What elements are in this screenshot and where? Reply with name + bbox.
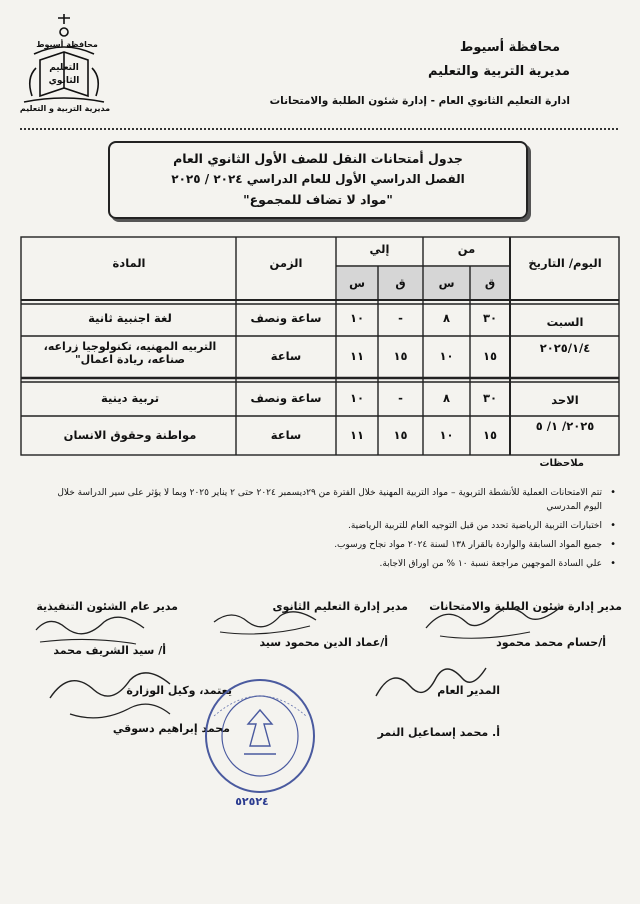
semester-subtitle: الفصل الدراسي الأول للعام الدراسي ٢٠٢٤ / ٢٠٢٥ <box>171 172 465 186</box>
notes-title: ملاحظات <box>539 458 584 469</box>
table-cell: - <box>398 391 403 405</box>
header-day-date: اليوم/ التاريخ <box>528 256 602 270</box>
table-cell: ٣٠ <box>482 391 498 405</box>
signature-scribble <box>370 660 490 710</box>
signature-scribble <box>206 602 326 642</box>
department-name: ادارة التعليم الثانوي العام - إدارة شئون الطلبة والامتحانات <box>269 95 570 107</box>
general-manager-name: أ. محمد إسماعيل النمر <box>377 726 500 739</box>
governorate-name: محافظة أسيوط <box>459 40 560 55</box>
non-scoring-note: "مواد لا تضاف للمجموع" <box>243 192 393 207</box>
note-item: اختبارات التربية الرياضية تحدد من قبل التوجيه العام للتربية الرياضية. • <box>42 519 602 533</box>
table-cell: تربية دينية <box>100 391 160 405</box>
signature-scribble <box>30 608 150 648</box>
table-cell: لغة اجنبية ثانية <box>88 311 172 325</box>
header-divider <box>20 128 618 130</box>
table-cell: ١١ <box>349 428 365 442</box>
header-from: من <box>457 242 476 256</box>
table-cell: - <box>398 311 403 325</box>
table-cell: ساعة ونصف <box>250 391 322 405</box>
table-cell: ٨ <box>442 391 451 405</box>
table-cell: ١٠ <box>349 391 365 405</box>
day-name: الاحد <box>551 393 579 407</box>
secondary-education-title: مدير إدارة التعليم الثانوى <box>272 600 408 613</box>
directorate-name: مديرية التربية والتعليم <box>427 64 570 79</box>
header-to-hour: س <box>349 276 365 290</box>
general-manager-title: المدير العام <box>437 684 500 697</box>
executive-affairs-name: أ/ سيد الشريف محمد <box>53 644 166 657</box>
logo-top-text: محافظة أسيوط <box>36 40 98 49</box>
stamp-serial: ٥٢٥٢٤ <box>235 795 269 808</box>
students-affairs-name: أ/حسام محمد محمود <box>496 636 606 649</box>
table-cell: التربيه المهنيه، تكنولوجيا زراعه، صناعه، ريادة اعمال" <box>43 340 217 366</box>
header-from-hour: س <box>438 276 455 290</box>
table-cell: ٨ <box>442 311 451 325</box>
note-item: جميع المواد السابقة والواردة بالقرار ١٣٨ لسنة ٢٠٢٤ مواد نجاح ورسوب. • <box>42 538 602 552</box>
header-to: إلي <box>369 242 390 256</box>
note-item: تتم الامتحانات العملية للأنشطة التربوية – مواد التربية المهنية خلال الفترة من ٢٩ديسمبر ٢٠٢٤ حتى ٢ يناير ٢٠٢٥ وبما لا يؤثر على سير الدراسة خلال اليوم المدرسي • <box>42 486 602 514</box>
table-cell: ٣٠ <box>482 311 498 325</box>
logo-badge-text: التعليم الثانوي <box>48 63 80 86</box>
table-cell: ١٠ <box>349 311 365 325</box>
table-cell: ساعة ونصف <box>250 311 322 325</box>
day-date: ٢٠٢٥/ ١/ ٥ <box>535 419 595 433</box>
day-date: ٢٠٢٥/١/٤ <box>539 341 591 355</box>
header-subject: المادة <box>112 256 146 270</box>
header-from-minute: ق <box>484 276 496 290</box>
exam-table <box>20 236 620 456</box>
signature-scribble <box>420 600 570 646</box>
note-item: علي السادة الموجهين مراجعة نسبة ١٠ % من اوراق الاجابة. • <box>42 557 602 571</box>
table-cell: ساعة <box>270 428 302 442</box>
table-cell: ١٠ <box>439 428 454 442</box>
table-cell: ١٥ <box>393 349 408 363</box>
day-name: السبت <box>546 315 584 329</box>
table-cell: ساعة <box>270 349 302 363</box>
executive-affairs-title: مدير عام الشئون التنفيذية <box>36 600 178 613</box>
table-cell: ١٥ <box>482 349 498 363</box>
approval-name: محمد إبراهيم دسوقي <box>112 722 230 735</box>
logo-bottom-text: مديرية التربية و التعليم <box>19 104 111 113</box>
table-cell: ١٠ <box>439 349 454 363</box>
secondary-education-name: أ/عماد الدين محمود سيد <box>259 636 388 649</box>
header-time-span: الزمن <box>269 256 303 270</box>
signature-scribble <box>40 668 190 728</box>
table-cell: ١١ <box>349 349 365 363</box>
table-cell: مواطنة وحقوق الانسان <box>63 428 197 442</box>
table-cell: ١٥ <box>482 428 498 442</box>
students-affairs-title: مدير إدارة شئون الطلبة والامتحانات <box>429 600 622 613</box>
approval-title: يعتمد، وكيل الوزارة <box>126 684 232 697</box>
header-to-minute: ق <box>395 276 406 290</box>
table-cell: ١٥ <box>393 428 408 442</box>
exam-schedule-title: جدول أمتحانات النقل للصف الأول الثانوي العام <box>173 151 463 166</box>
